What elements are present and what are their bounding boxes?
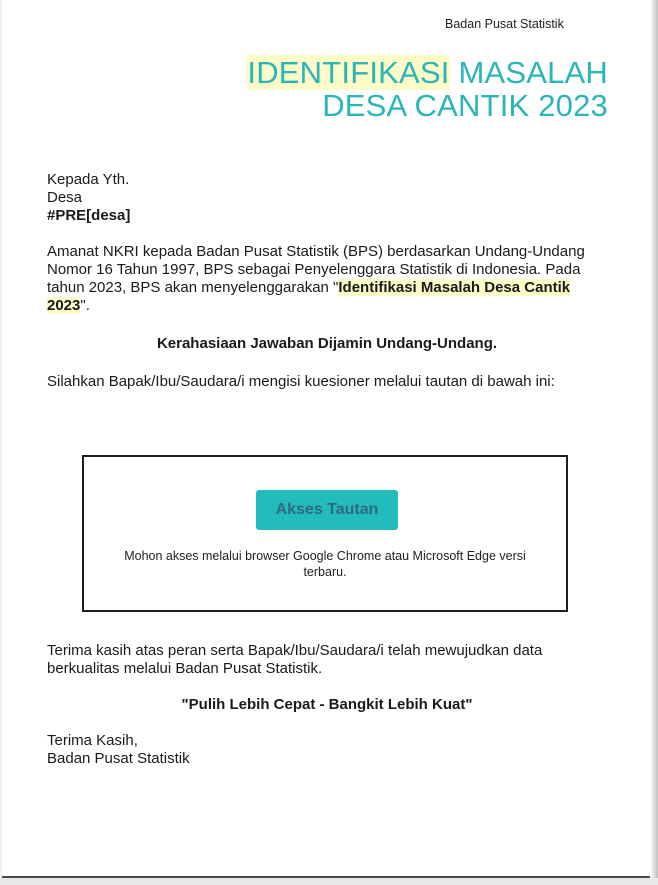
closing-line-1: Terima Kasih, <box>47 732 138 749</box>
thanks-text: Terima kasih atas peran serta Bapak/Ibu/Saudara/i telah mewujudkan data berkualitas melalui Badan Pusat Statistik. <box>47 642 543 677</box>
intro-paragraph <box>47 243 607 315</box>
browser-note: Mohon akses melalui browser Google Chrome atau Microsoft Edge versi terbaru. <box>124 549 526 579</box>
letter-body <box>47 171 607 391</box>
title-line-1 <box>247 56 608 89</box>
page-right-shadow <box>650 0 658 885</box>
closing-line-2: Badan Pusat Statistik <box>47 750 190 767</box>
organization-header: Badan Pusat Statistik <box>445 17 564 31</box>
confidentiality-note: Kerahasiaan Jawaban Dijamin Undang-Undang. <box>156 335 498 352</box>
letter-footer <box>47 642 607 768</box>
page-left-edge <box>0 0 2 878</box>
greeting-line-2: Desa <box>47 189 83 206</box>
access-link-button[interactable]: Akses Tautan <box>256 490 398 530</box>
title-highlight: IDENTIFIKASI <box>247 55 450 90</box>
greeting-line-1: Kepada Yth. <box>47 171 130 188</box>
page-title <box>247 56 608 122</box>
page-bottom-shade <box>0 878 658 885</box>
link-box <box>82 455 568 612</box>
motto-text: "Pulih Lebih Cepat - Bangkit Lebih Kuat" <box>181 696 473 713</box>
title-line-2: DESA CANTIK 2023 <box>322 88 608 123</box>
intro-text: Amanat NKRI kepada Badan Pusat Statistik (BPS) berdasarkan Undang-Undang Nomor 16 Tahun 1997, BPS sebagai Penyelenggara Statistik di Indonesia. Pada tahun 2023, BPS akan menyelenggarakan " <box>47 243 585 296</box>
title-line-1-rest: MASALAH <box>449 55 608 90</box>
instruction-text: Silahkan Bapak/Ibu/Saudara/i mengisi kuesioner melalui tautan di bawah ini: <box>47 373 555 390</box>
greeting-line-3: #PRE[desa] <box>47 207 131 224</box>
intro-end: ". <box>80 297 90 314</box>
intro-highlight: Identifikasi Masalah Desa Cantik 2023 <box>47 279 571 314</box>
